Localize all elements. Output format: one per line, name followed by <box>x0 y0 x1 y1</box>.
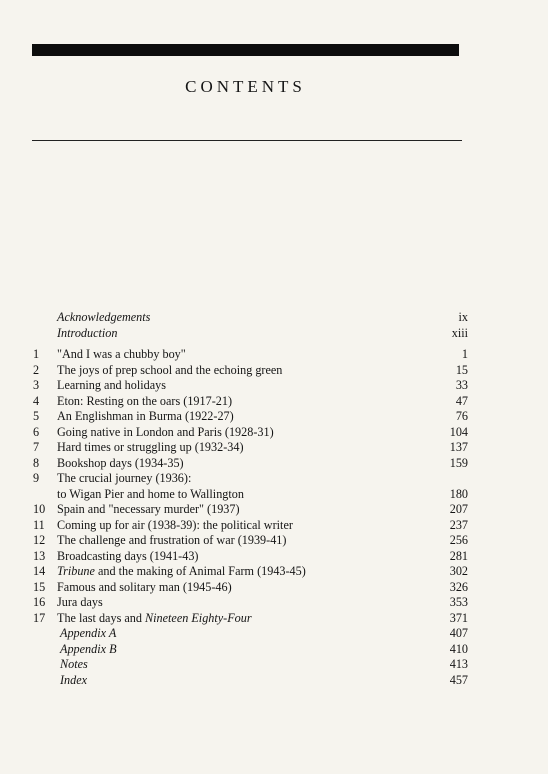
toc-entry-number: 17 <box>33 610 46 625</box>
toc-entry-number: 15 <box>33 579 46 594</box>
toc-entry-chapter <box>33 394 468 410</box>
toc-entry-chapter <box>33 580 468 596</box>
toc-entry-title: Bookshop days (1934-35) <box>57 455 184 470</box>
toc-entry-chapter <box>33 564 468 580</box>
toc-entry-chapter <box>33 502 468 518</box>
toc-entry-page: 326 <box>449 579 468 594</box>
toc-entry-title: Going native in London and Paris (1928-31) <box>57 424 274 439</box>
toc-entry-page: 413 <box>449 657 468 671</box>
toc-entry-title: Broadcasting days (1941-43) <box>57 548 199 563</box>
toc-entry-title: The challenge and frustration of war (1939-41) <box>57 533 287 547</box>
toc-entry-title: Appendix A <box>60 626 117 640</box>
toc-entry-acknowledgements <box>33 310 468 326</box>
toc-entry-page: 457 <box>449 672 468 687</box>
toc-entry-page: 180 <box>449 486 468 501</box>
toc-entry-title: Appendix B <box>60 641 117 656</box>
toc-entry-page: 47 <box>455 393 468 408</box>
toc-entry-page: 353 <box>449 595 468 609</box>
toc-entry-number: 3 <box>33 378 40 392</box>
toc-entry-chapter <box>33 440 468 456</box>
toc-entry-page: 15 <box>455 362 468 377</box>
toc-entry-number: 12 <box>33 533 46 547</box>
toc-entry-title: Jura days <box>57 595 103 609</box>
toc-entry-introduction <box>33 326 468 342</box>
toc-entry-title: Index <box>60 672 88 687</box>
toc-entry-chapter <box>33 549 468 565</box>
toc-entry-title-rest: and the making of Animal Farm (1943-45) <box>94 564 306 578</box>
toc-entry-page: 302 <box>449 564 468 578</box>
toc-entry-number: 10 <box>33 502 46 516</box>
toc-entry-appendix-b <box>33 642 468 658</box>
toc-entry-page: 407 <box>449 626 468 640</box>
toc-entry-number: 4 <box>33 393 40 408</box>
toc-entry-title: Introduction <box>57 325 118 340</box>
toc-entry-chapter <box>33 409 468 425</box>
toc-entry-title: An Englishman in Burma (1922-27) <box>57 409 234 423</box>
top-thick-rule <box>32 44 459 56</box>
toc-entry-chapter <box>33 595 468 611</box>
toc-entry-chapter <box>33 611 468 627</box>
toc-entry-number: 2 <box>33 362 40 377</box>
toc-entry-chapter-continued <box>33 487 468 503</box>
toc-entry-index <box>33 673 468 689</box>
toc-entry-page: xiii <box>451 325 468 340</box>
title-underline-rule <box>32 140 462 141</box>
toc-entry-title: The crucial journey (1936): <box>57 471 192 485</box>
toc-entry-number: 8 <box>33 455 40 470</box>
toc-entry-page: 33 <box>455 378 468 392</box>
toc-entry-page: 137 <box>449 440 468 454</box>
toc-entry-title: Coming up for air (1938-39): the political writer <box>57 517 293 532</box>
toc-entry-page: 76 <box>455 409 468 423</box>
toc-entry-title: Learning and holidays <box>57 378 166 392</box>
toc-entry-chapter <box>33 378 468 394</box>
toc-entry-chapter <box>33 425 468 441</box>
toc-entry-page: 104 <box>449 424 468 439</box>
toc-entry-page: 237 <box>449 517 468 532</box>
toc-entry-title <box>57 611 252 627</box>
toc-entry-title-italic: Tribune <box>57 564 95 578</box>
toc-entry-title: Hard times or struggling up (1932-34) <box>57 440 244 454</box>
toc-entry-title: Eton: Resting on the oars (1917-21) <box>57 393 232 408</box>
toc-entry-chapter <box>33 347 468 363</box>
toc-entry-title-italic: Nineteen Eighty-Four <box>145 610 252 625</box>
toc-entry-number: 5 <box>33 409 40 423</box>
toc-entry-page: ix <box>458 310 468 324</box>
toc-entry-title: Spain and "necessary murder" (1937) <box>57 502 240 516</box>
toc-entry-number: 7 <box>33 440 40 454</box>
toc-entry-title: Notes <box>60 657 88 671</box>
toc-entry-chapter <box>33 518 468 534</box>
toc-entry-page: 281 <box>449 548 468 563</box>
toc-entry-notes <box>33 657 468 673</box>
toc-entry-title-rest: The last days and <box>57 610 145 625</box>
toc-entry-title: Famous and solitary man (1945-46) <box>57 579 232 594</box>
table-of-contents <box>33 310 468 688</box>
toc-entry-chapter <box>33 456 468 472</box>
toc-entry-page: 256 <box>449 533 468 547</box>
toc-entry-title: The joys of prep school and the echoing green <box>57 362 283 377</box>
toc-entry-title <box>57 564 306 580</box>
toc-entry-number: 14 <box>33 564 46 578</box>
toc-entry-page: 410 <box>449 641 468 656</box>
toc-entry-page: 207 <box>449 502 468 516</box>
toc-entry-chapter <box>33 471 468 487</box>
toc-entry-page: 1 <box>461 347 468 361</box>
toc-entry-title: to Wigan Pier and home to Wallington <box>57 486 244 501</box>
toc-entry-page: 159 <box>449 455 468 470</box>
toc-entry-number: 11 <box>33 517 45 532</box>
toc-entry-number: 9 <box>33 471 40 485</box>
toc-entry-number: 1 <box>33 347 40 361</box>
toc-entry-number: 13 <box>33 548 46 563</box>
toc-entry-chapter <box>33 363 468 379</box>
toc-entry-appendix-a <box>33 626 468 642</box>
toc-entry-page: 371 <box>449 610 468 625</box>
page-title: CONTENTS <box>185 77 306 96</box>
toc-entry-number: 16 <box>33 595 46 609</box>
toc-entry-title: "And I was a chubby boy" <box>57 347 186 361</box>
toc-entry-title: Acknowledgements <box>57 310 151 324</box>
toc-entry-chapter <box>33 533 468 549</box>
toc-entry-number: 6 <box>33 424 40 439</box>
